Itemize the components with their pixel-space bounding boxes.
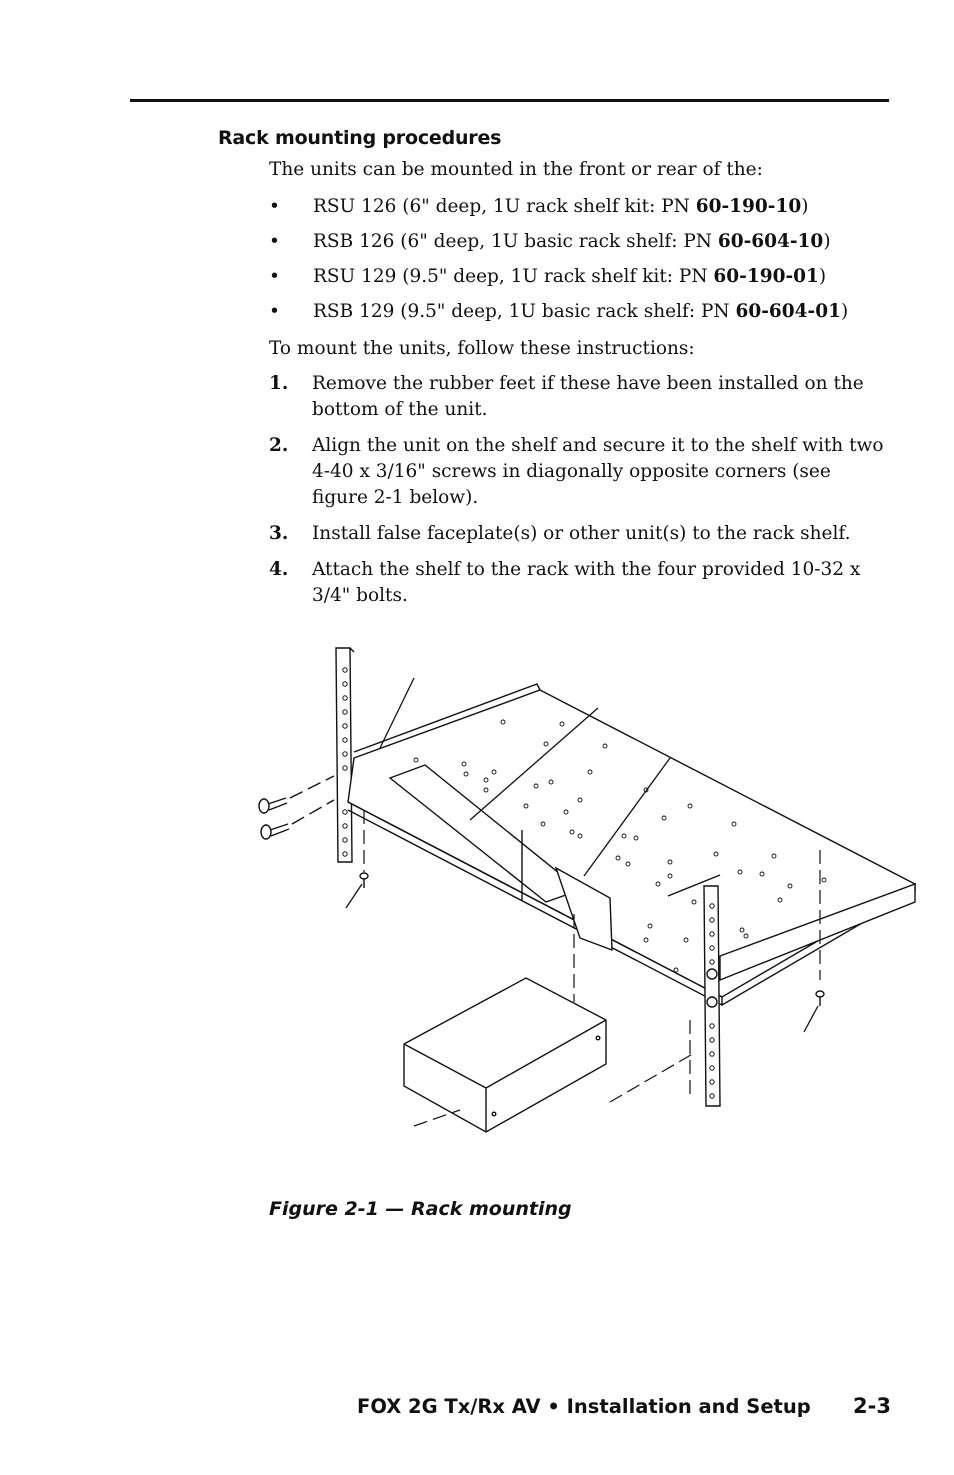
screw-icon — [816, 991, 824, 1006]
steps-list — [269, 371, 889, 609]
instructions-intro: To mount the units, follow these instructions: — [269, 338, 695, 359]
bolt-icon — [259, 776, 334, 813]
list-item: • RSB 129 (9.5" deep, 1U basic rack shelf: PN 60-604-01) — [269, 301, 849, 322]
section-body — [269, 157, 889, 619]
list-item: 2. Align the unit on the shelf and secure it to the shelf with two 4-40 x 3/16" screws in diagonally opposite corners (see figure 2-1 below). — [269, 435, 884, 508]
section-heading: Rack mounting procedures — [218, 127, 502, 149]
page-number: 2-3 — [853, 1394, 891, 1418]
intro-text: The units can be mounted in the front or rear of the: — [269, 159, 763, 180]
bolt-icon — [261, 800, 334, 839]
list-item: 1. Remove the rubber feet if these have been installed on the bottom of the unit. — [269, 373, 864, 420]
list-item: • RSB 126 (6" deep, 1U basic rack shelf: PN 60-604-10) — [269, 231, 831, 252]
rack-mounting-figure — [250, 640, 930, 1140]
shelf-list — [269, 194, 889, 334]
rack-shelf — [348, 684, 915, 1005]
left-rack-rail — [336, 648, 354, 862]
right-rack-rail — [704, 886, 720, 1106]
footer-title: FOX 2G Tx/Rx AV • Installation and Setup — [357, 1395, 811, 1418]
list-item: 4. Attach the shelf to the rack with the four provided 10-32 x 3/4" bolts. — [269, 559, 861, 606]
list-item: • RSU 129 (9.5" deep, 1U rack shelf kit: PN 60-190-01) — [269, 266, 827, 287]
list-item: 3. Install false faceplate(s) or other unit(s) to the rack shelf. — [269, 523, 851, 544]
unit-box — [404, 978, 606, 1132]
header-rule — [130, 99, 889, 102]
figure-caption: Figure 2-1 — Rack mounting — [269, 1198, 572, 1220]
list-item: • RSU 126 (6" deep, 1U rack shelf kit: PN 60-190-10) — [269, 196, 809, 217]
